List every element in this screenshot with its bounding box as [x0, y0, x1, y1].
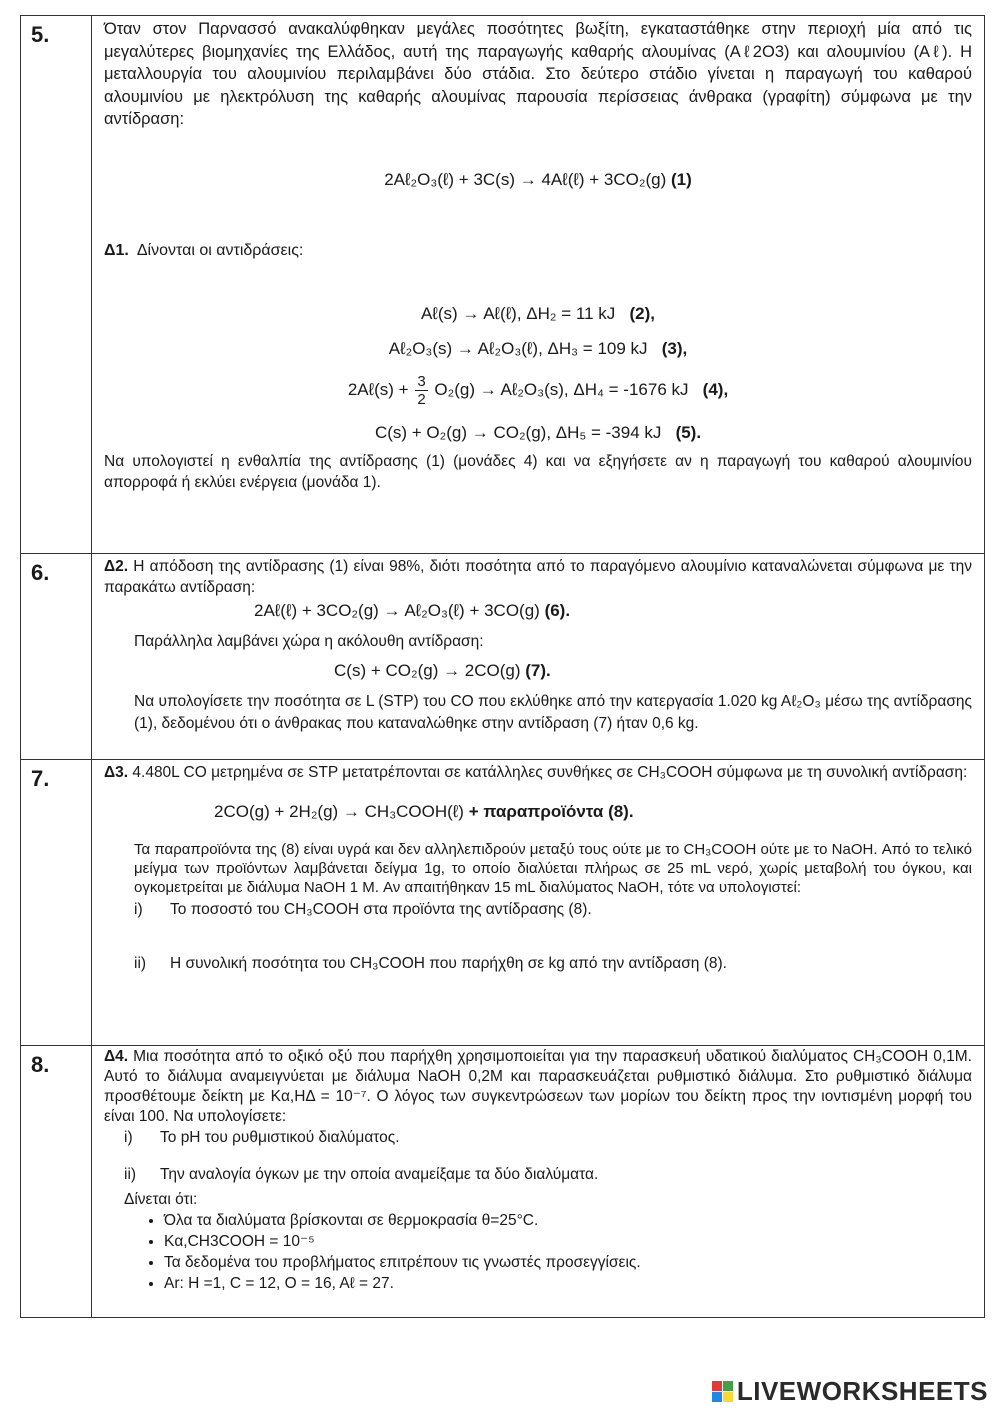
equation-tag: (6). — [544, 601, 571, 620]
reaction-3 — [104, 338, 972, 359]
question-row-8 — [21, 1046, 985, 1318]
logo-square — [712, 1381, 722, 1391]
question-body — [92, 16, 985, 554]
item-marker: ii) — [124, 1166, 137, 1183]
fraction — [415, 373, 427, 408]
reaction-7 — [104, 660, 972, 681]
equation-tag: (2), — [629, 303, 655, 323]
subquestion-d4 — [104, 1047, 972, 1127]
equation: O₂(g) → Aℓ₂O₃(s), ΔH₄ = -1676 kJ — [434, 379, 689, 399]
item-marker: i) — [124, 1129, 133, 1146]
subquestion-label: Δ2. — [104, 558, 129, 575]
intro-text: Όταν στον Παρνασσό ανακαλύφθηκαν μεγάλες ποσότητες βωξίτη, εγκαταστάθηκε στην περιοχή μία από τις μεγαλύτερες βιομηχανίες της Ελλάδος, αυτή της παραγωγής καθαρής αλουμίνας (Aℓ2O3) και αλουμινίου (Aℓ). Η μεταλλουργία του αλουμινίου περιλαμβάνει δύο στάδια. Στο δεύτερο στάδιο γίνεται η παραγωγή του καθαρού αλουμινίου με ηλεκτρόλυση της καθαρής αλουμίνας παρουσία περίσσειας άνθρακα (γραφίτη) σύμφωνα με την αντίδραση: — [104, 20, 972, 128]
equation: 2Aℓ₂O₃(ℓ) + 3C(s) → 4Aℓ(ℓ) + 3CO₂(g) — [384, 169, 667, 189]
equation: Aℓ(s) → Aℓ(ℓ), ΔH₂ = 11 kJ — [421, 303, 616, 323]
question-row-5 — [21, 16, 985, 554]
equation-tag: (3), — [661, 338, 688, 358]
reaction-8 — [104, 801, 972, 822]
body-text: Τα παραπροϊόντα της (8) είναι υγρά και δεν αλληλεπιδρούν μεταξύ τους ούτε με το CH₃COOH ούτε με το NaOH. Από το τελικό μείγμα των προϊόντων λαμβάνεται δείγμα 1g, το οποίο διαλύεται πλήρως σε 25 mL νερό, χωρίς μεταβολή του όγκου, και ογκομετρείται με διάλυμα NaOH 1 M. Αν απαιτήθηκαν 15 mL διαλύματος NaOH, τότε να υπολογιστεί: — [134, 841, 972, 896]
given-list — [104, 1210, 972, 1294]
item-text: Το pH του ρυθμιστικού διαλύματος. — [160, 1129, 400, 1146]
reaction-5 — [104, 422, 972, 443]
logo-square — [712, 1392, 722, 1402]
logo-text: LIVEWORKSHEETS — [736, 1376, 988, 1406]
subquestion-label: Δ1. — [104, 241, 129, 259]
question-row-7 — [21, 760, 985, 1046]
subquestion-label: Δ3. — [104, 764, 129, 781]
task-text: Να υπολογιστεί η ενθαλπία της αντίδρασης (1) (μονάδες 4) και να εξηγήσετε αν η παραγωγή του καθαρού αλουμινίου απορροφά ή εκλύει ενέργεια (μονάδα 1). — [104, 452, 972, 491]
equation-tag: (5). — [675, 422, 702, 442]
question-number: 7. — [21, 760, 92, 1046]
questions-table — [20, 15, 985, 1318]
equation-tag: + παραπροϊόντα (8). — [468, 802, 634, 821]
equation: 2Aℓ(ℓ) + 3CO₂(g) → Aℓ₂O₃(ℓ) + 3CO(g) — [254, 601, 540, 620]
subquestion-text: 4.480L CO μετρημένα σε STP μετατρέπονται σε κατάλληλες συνθήκες σε CH₃COOH σύμφωνα με τη συνολική αντίδραση: — [132, 764, 968, 781]
logo-square — [723, 1381, 733, 1391]
item-ii — [104, 1164, 972, 1185]
equation: C(s) + CO₂(g) → 2CO(g) — [334, 661, 521, 680]
subquestion-d1 — [104, 240, 972, 261]
subquestion-text: Η απόδοση της αντίδρασης (1) είναι 98%, διότι ποσότητα από το παραγόμενο αλουμίνιο καταναλώνεται σύμφωνα με την παρακάτω αντίδραση: — [104, 558, 972, 596]
item-text: Η συνολική ποσότητα του CH₃COOH που παρήχθη σε kg από την αντίδραση (8). — [170, 955, 727, 972]
question-row-6 — [21, 554, 985, 760]
liveworksheets-logo — [712, 1376, 988, 1407]
question-body — [92, 760, 985, 1046]
item-text: Το ποσοστό του CH₃COOH στα προϊόντα της αντίδρασης (8). — [170, 901, 592, 918]
logo-icon — [712, 1381, 733, 1402]
given-item: • Ar: H =1, C = 12, O = 16, Aℓ = 27. — [164, 1273, 972, 1294]
subquestion-text: Μια ποσότητα από το οξικό οξύ που παρήχθη χρησιμοποιείται για την παρασκευή υδατικού διαλύματος CH₃COOH 0,1M. Αυτό το διάλυμα αναμειγνύεται με διάλυμα NaOH 0,2M και παρασκευάζεται ρυθμιστικό διάλυμα. Στο ρυθμιστικό διάλυμα προσθέτουμε δείκτη με Kα,ΗΔ = 10⁻⁷. Ο λόγος των συγκεντρώσεων των μορίων του δείκτη προς την ιοντισμένη μορφή του είναι 100. Να υπολογίσετε: — [104, 1048, 972, 1125]
item-i — [104, 1127, 972, 1148]
parallel-text: Παράλληλα λαμβάνει χώρα η ακόλουθη αντίδραση: — [134, 633, 484, 650]
equation: 2Aℓ(s) + — [347, 379, 409, 399]
task-text: Να υπολογίσετε την ποσότητα σε L (STP) του CO που εκλύθηκε από την κατεργασία 1.020 kg Aℓ₂O₃ μέσω της αντίδρασης (1), δεδομένου ότι ο άνθρακας που καταναλώθηκε στην αντίδραση (7) ήταν 0,6 kg. — [134, 693, 972, 732]
reaction-4 — [104, 373, 972, 408]
reaction-1 — [104, 169, 972, 190]
item-i — [104, 899, 972, 920]
question-number: 5. — [21, 16, 92, 554]
given-label: Δίνεται ότι: — [124, 1191, 198, 1208]
equation-tag: (4), — [702, 379, 729, 399]
question-number: 8. — [21, 1046, 92, 1318]
logo-square — [723, 1392, 733, 1402]
equation-tag: (1) — [671, 169, 692, 189]
given-item: • Όλα τα διαλύματα βρίσκονται σε θερμοκρασία θ=25°C. — [164, 1210, 972, 1231]
question-number: 6. — [21, 554, 92, 760]
item-text: Την αναλογία όγκων με την οποία αναμείξαμε τα δύο διαλύματα. — [160, 1166, 599, 1183]
subquestion-d3 — [104, 762, 972, 783]
reaction-6 — [104, 600, 972, 621]
fraction-numerator: 3 — [417, 372, 426, 390]
subquestion-label: Δ4. — [104, 1048, 129, 1065]
item-marker: i) — [134, 901, 143, 918]
equation: 2CO(g) + 2H₂(g) → CH₃COOH(ℓ) — [214, 802, 464, 821]
item-ii — [104, 954, 972, 974]
fraction-denominator: 2 — [417, 390, 426, 408]
given-item: • Kα,CH3COOH = 10⁻⁵ — [164, 1231, 972, 1252]
equation: Aℓ₂O₃(s) → Aℓ₂O₃(ℓ), ΔH₃ = 109 kJ — [388, 338, 648, 358]
item-marker: ii) — [134, 955, 147, 972]
question-body — [92, 1046, 985, 1318]
equation: C(s) + O₂(g) → CO₂(g), ΔH₅ = -394 kJ — [374, 422, 662, 442]
subquestion-d2 — [104, 556, 972, 598]
equation-tag: (7). — [525, 661, 551, 680]
subquestion-text: Δίνονται οι αντιδράσεις: — [136, 241, 304, 259]
question-body — [92, 554, 985, 760]
given-item: • Τα δεδομένα του προβλήματος επιτρέπουν τις γνωστές προσεγγίσεις. — [164, 1252, 972, 1273]
reaction-2 — [104, 303, 972, 324]
